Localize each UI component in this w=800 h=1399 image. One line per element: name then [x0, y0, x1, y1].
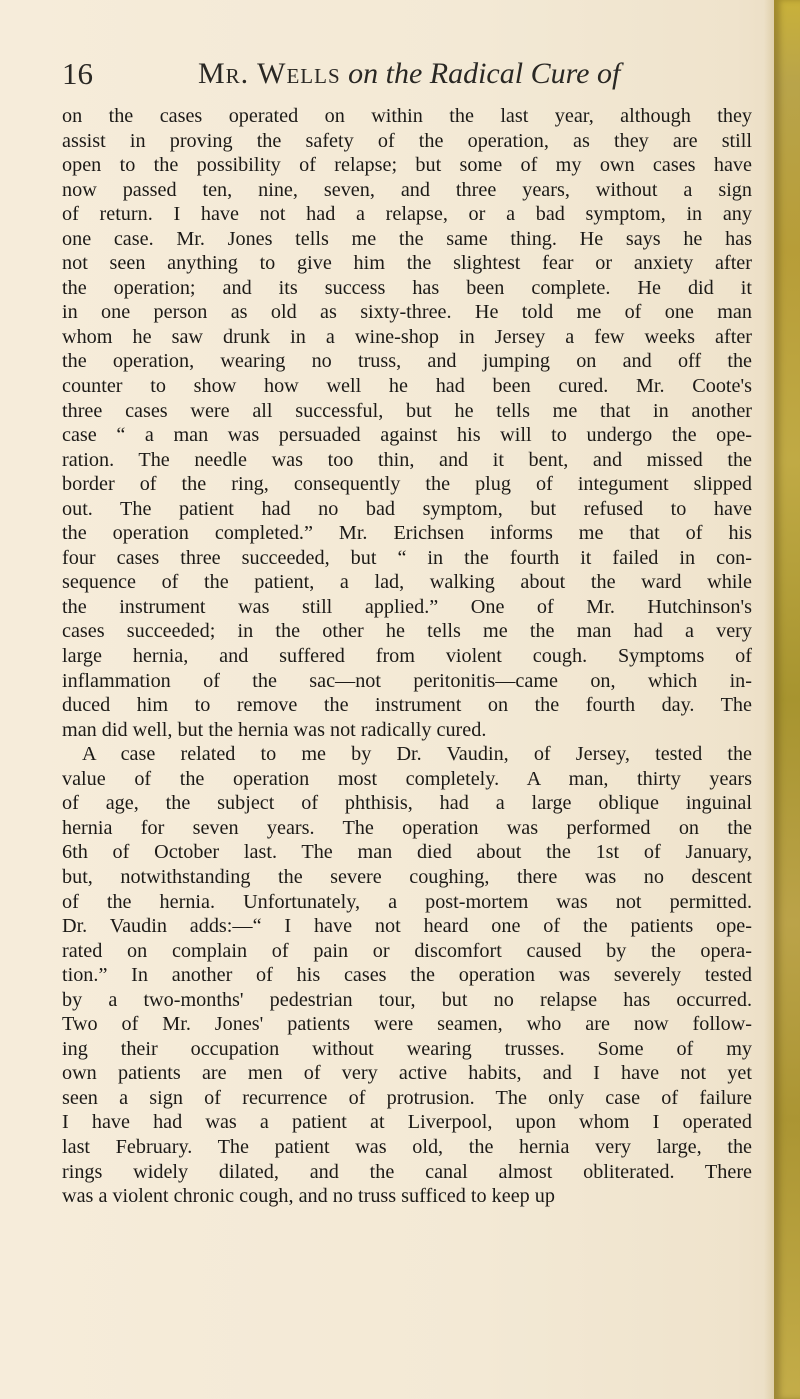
- running-head-title: on the Radical Cure of: [340, 57, 621, 90]
- text-line: value of the operation most completely. A man, thirty years: [62, 767, 752, 790]
- page-edge-binding: [774, 0, 800, 1399]
- text-line: one case. Mr. Jones tells me the same thing. He says he has: [62, 227, 752, 250]
- text-line: three cases were all successful, but he tells me that in another: [62, 399, 752, 422]
- body-text: [62, 104, 752, 1209]
- page-header: [62, 54, 752, 98]
- text-line: by a two-months' pedestrian tour, but no relapse has occurred.: [62, 988, 752, 1011]
- text-line: duced him to remove the instrument on the fourth day. The: [62, 694, 752, 717]
- text-line: now passed ten, nine, seven, and three years, without a sign: [62, 178, 752, 201]
- text-line: counter to show how well he had been cured. Mr. Coote's: [62, 375, 752, 398]
- text-line: rings widely dilated, and the canal almost obliterated. There: [62, 1160, 752, 1183]
- text-line: ration. The needle was too thin, and it bent, and missed the: [62, 448, 752, 471]
- text-line: man did well, but the hernia was not radically cured.: [62, 718, 487, 741]
- text-line: but, notwithstanding the severe coughing, there was no descent: [62, 865, 752, 888]
- text-line: whom he saw drunk in a wine-shop in Jersey a few weeks after: [62, 325, 752, 348]
- text-line: four cases three succeeded, but “ in the fourth it failed in con-: [62, 546, 752, 569]
- text-line: in one person as old as sixty-three. He told me of one man: [62, 301, 752, 324]
- text-line: case “ a man was persuaded against his will to undergo the ope-: [62, 424, 752, 447]
- text-line: A case related to me by Dr. Vaudin, of Jersey, tested the: [82, 743, 752, 766]
- text-line: on the cases operated on within the last year, although they: [62, 105, 752, 127]
- text-line: own patients are men of very active habits, and I have not yet: [62, 1062, 752, 1085]
- text-line: out. The patient had no bad symptom, but refused to have: [62, 497, 752, 520]
- text-line: hernia for seven years. The operation was performed on the: [62, 816, 752, 839]
- text-line: sequence of the patient, a lad, walking about the ward while: [62, 571, 752, 594]
- text-line: last February. The patient was old, the hernia very large, the: [62, 1135, 752, 1158]
- text-line: 6th of October last. The man died about the 1st of January,: [62, 841, 752, 864]
- page-number: 16: [62, 56, 93, 91]
- text-line: the operation completed.” Mr. Erichsen informs me that of his: [62, 522, 752, 545]
- text-line: inflammation of the sac—not peritonitis—came on, which in-: [62, 669, 752, 692]
- text-line: of return. I have not had a relapse, or a bad symptom, in any: [62, 203, 752, 226]
- text-line: cases succeeded; in the other he tells me the man had a very: [62, 620, 752, 643]
- text-line: ing their occupation without wearing trusses. Some of my: [62, 1037, 752, 1060]
- text-line: large hernia, and suffered from violent cough. Symptoms of: [62, 645, 752, 668]
- text-line: border of the ring, consequently the plug of integument slipped: [62, 473, 752, 496]
- text-line: not seen anything to give him the slightest fear or anxiety after: [62, 252, 752, 275]
- text-line: tion.” In another of his cases the operation was severely tested: [62, 964, 752, 987]
- text-line: the operation, wearing no truss, and jumping on and off the: [62, 350, 752, 373]
- text-line: of the hernia. Unfortunately, a post-mortem was not permitted.: [62, 890, 752, 913]
- text-line: open to the possibility of relapse; but some of my own cases have: [62, 154, 752, 177]
- text-line: assist in proving the safety of the operation, as they are still: [62, 129, 752, 152]
- running-head-author: Mr. Wells: [198, 57, 341, 90]
- text-line: I have had was a patient at Liverpool, upon whom I operated: [62, 1111, 752, 1134]
- text-line: was a violent chronic cough, and no truss sufficed to keep up: [62, 1185, 555, 1208]
- text-line: Dr. Vaudin adds:—“ I have not heard one of the patients ope-: [62, 915, 752, 938]
- text-line: the operation; and its success has been complete. He did it: [62, 276, 752, 299]
- text-line: the instrument was still applied.” One of Mr. Hutchinson's: [62, 595, 752, 618]
- text-line: Two of Mr. Jones' patients were seamen, who are now follow-: [62, 1013, 752, 1036]
- running-head: [198, 54, 620, 94]
- text-line: of age, the subject of phthisis, had a large oblique inguinal: [62, 792, 752, 815]
- text-line: rated on complain of pain or discomfort caused by the opera-: [62, 939, 752, 962]
- text-line: seen a sign of recurrence of protrusion. The only case of failure: [62, 1086, 752, 1109]
